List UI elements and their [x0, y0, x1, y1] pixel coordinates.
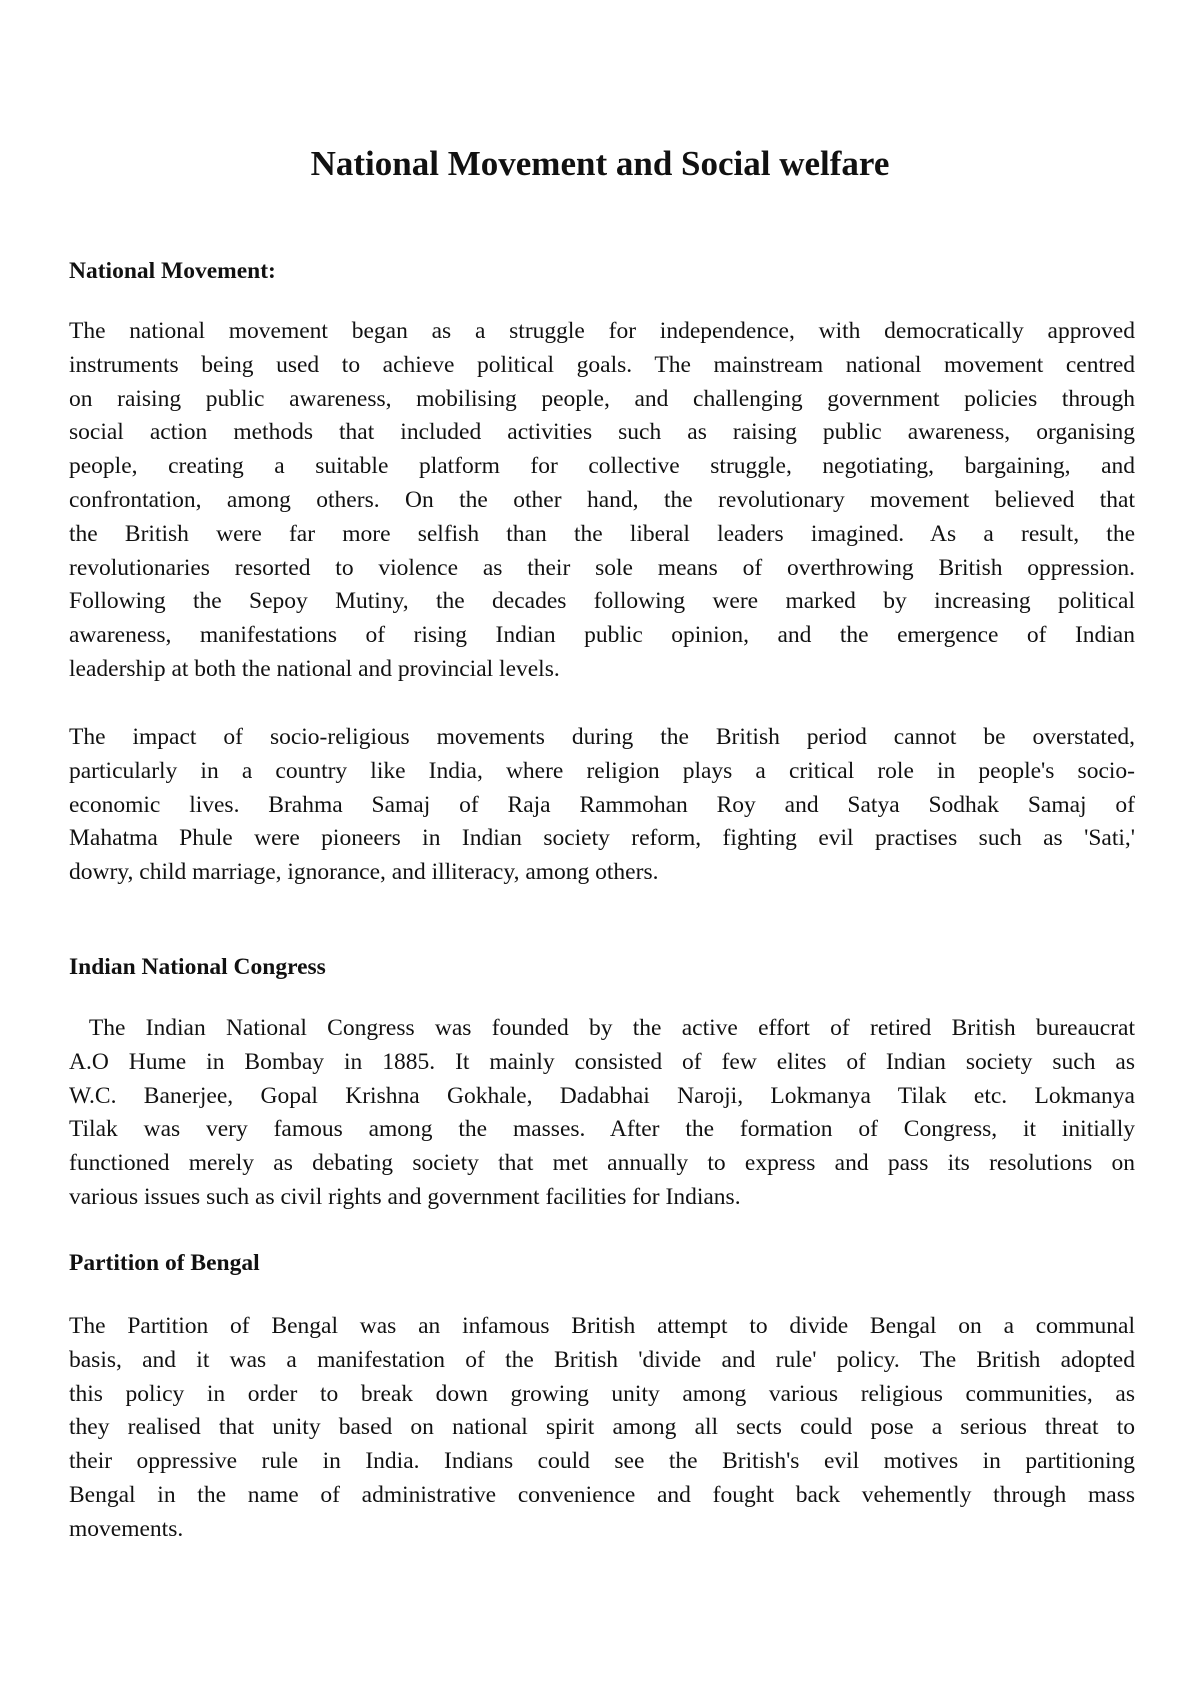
section-heading-national-movement: National Movement:: [69, 258, 276, 284]
text-line: on raising public awareness, mobilising people, and challenging government policies through: [69, 385, 1135, 412]
section-heading-indian-national-congress: Indian National Congress: [69, 954, 326, 980]
text-line: leadership at both the national and provincial levels.: [69, 655, 560, 682]
text-line: they realised that unity based on national spirit among all sects could pose a serious threat to: [69, 1414, 1135, 1441]
text-line: social action methods that included activities such as raising public awareness, organising: [69, 419, 1135, 446]
paragraph-national-movement-1: [69, 315, 1135, 687]
paragraph-partition-of-bengal: [69, 1310, 1135, 1547]
text-line: The impact of socio-religious movements during the British period cannot be overstated,: [69, 724, 1135, 750]
section-heading-partition-of-bengal: Partition of Bengal: [69, 1250, 260, 1276]
text-line: Tilak was very famous among the masses. After the formation of Congress, it initially: [69, 1116, 1135, 1143]
text-line: particularly in a country like India, where religion plays a critical role in people's socio-: [69, 757, 1135, 784]
text-line: Mahatma Phule were pioneers in Indian society reform, fighting evil practises such as 'Sati,': [69, 825, 1135, 852]
text-line: their oppressive rule in India. Indians could see the British's evil motives in partitioning: [69, 1448, 1135, 1475]
text-line: movements.: [69, 1515, 184, 1542]
text-line: functioned merely as debating society that met annually to express and pass its resolutions on: [69, 1150, 1135, 1177]
text-line: revolutionaries resorted to violence as their sole means of overthrowing British oppression.: [69, 554, 1135, 581]
text-line: Bengal in the name of administrative convenience and fought back vehemently through mass: [69, 1481, 1135, 1508]
text-line: instruments being used to achieve political goals. The mainstream national movement centred: [69, 351, 1135, 378]
text-line: economic lives. Brahma Samaj of Raja Rammohan Roy and Satya Sodhak Samaj of: [69, 791, 1135, 818]
text-line: this policy in order to break down growing unity among various religious communities, as: [69, 1380, 1135, 1407]
text-line: dowry, child marriage, ignorance, and illiteracy, among others.: [69, 859, 659, 886]
paragraph-indian-national-congress: [69, 1012, 1135, 1215]
text-line: A.O Hume in Bombay in 1885. It mainly consisted of few elites of Indian society such as: [69, 1048, 1135, 1075]
text-line: confrontation, among others. On the other hand, the revolutionary movement believed that: [69, 486, 1135, 513]
text-line: the British were far more selfish than the liberal leaders imagined. As a result, the: [69, 520, 1135, 547]
text-line: basis, and it was a manifestation of the British 'divide and rule' policy. The British adopted: [69, 1346, 1135, 1373]
paragraph-national-movement-2: [69, 721, 1135, 890]
text-line: W.C. Banerjee, Gopal Krishna Gokhale, Dadabhai Naroji, Lokmanya Tilak etc. Lokmanya: [69, 1082, 1135, 1109]
text-line: people, creating a suitable platform for collective struggle, negotiating, bargaining, and: [69, 453, 1135, 480]
text-line: Following the Sepoy Mutiny, the decades following were marked by increasing political: [69, 588, 1135, 615]
document-title: National Movement and Social welfare: [310, 144, 890, 183]
text-line: The Partition of Bengal was an infamous British attempt to divide Bengal on a communal: [69, 1313, 1135, 1339]
text-line: The national movement began as a struggle for independence, with democratically approved: [69, 318, 1135, 344]
text-line: various issues such as civil rights and government facilities for Indians.: [69, 1183, 741, 1210]
text-line: awareness, manifestations of rising Indian public opinion, and the emergence of Indian: [69, 622, 1135, 649]
text-line: The Indian National Congress was founded by the active effort of retired British bureaucrat: [69, 1015, 1135, 1041]
